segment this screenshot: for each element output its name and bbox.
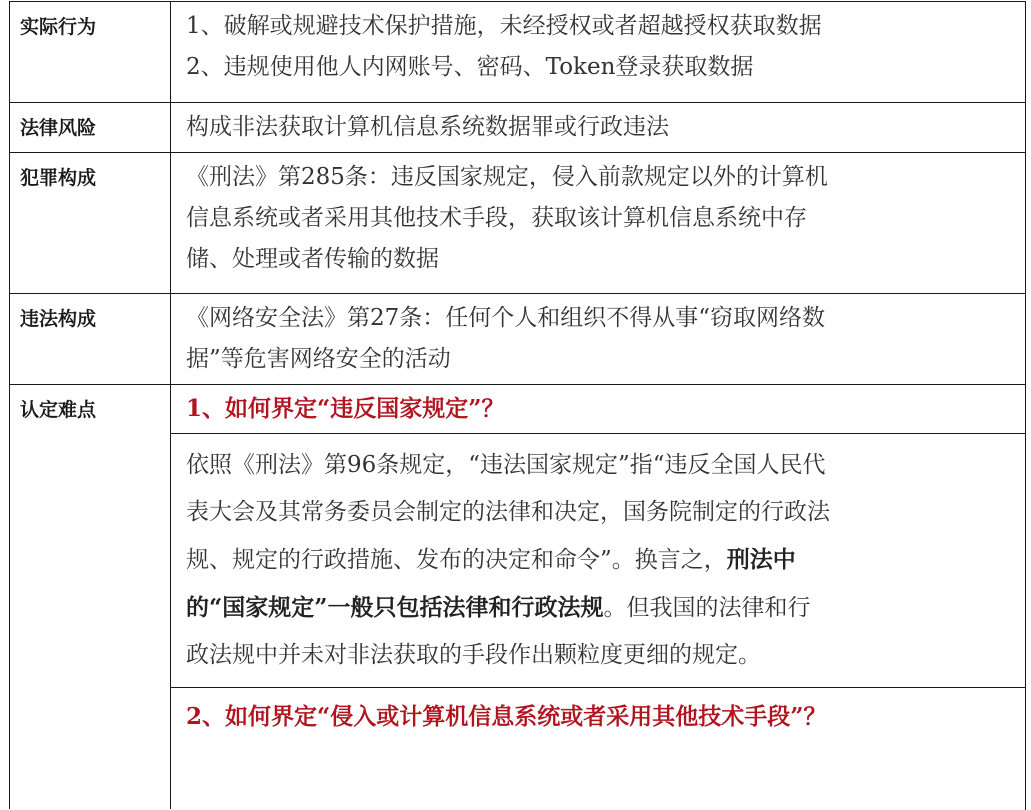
content-line: 《刑法》第285条：违反国家规定，侵入前款规定以外的计算机	[186, 164, 828, 190]
row-content	[171, 294, 1026, 385]
content-line: 储、处理或者传输的数据	[186, 246, 439, 272]
content-line: 构成非法获取计算机信息系统数据罪或行政违法	[186, 114, 669, 140]
question-cell	[171, 687, 1026, 810]
row-label: 违法构成	[9, 294, 171, 385]
question-content	[171, 384, 1026, 434]
answer-cell	[171, 433, 1026, 687]
question-content	[171, 688, 1026, 810]
question-heading: 1、如何界定“违反国家规定”？	[186, 394, 505, 422]
content-line: 信息系统或者采用其他技术手段，获取该计算机信息系统中存	[186, 205, 807, 231]
plain-text: 规、规定的行政措施、发布的决定和命令”。换言之，	[186, 547, 727, 573]
content-line	[186, 536, 1025, 584]
bold-text: 刑法中	[726, 546, 796, 573]
content-line: 政法规中并未对非法获取的手段作出颗粒度更细的规定。	[186, 642, 761, 668]
content-line: 据”等危害网络安全的活动	[186, 346, 451, 372]
table-row-violation-elements	[9, 293, 1026, 385]
question-cell	[171, 384, 1026, 434]
table-row-crime-elements	[9, 152, 1026, 294]
row-content	[171, 153, 1026, 294]
question-heading: 2、如何界定“侵入或计算机信息系统或者采用其他技术手段”？	[186, 703, 827, 730]
bold-text: 的“国家规定”一般只包括法律和行政法规	[186, 594, 604, 621]
answer-content	[171, 434, 1026, 687]
row-label: 法律风险	[9, 103, 171, 153]
content-line: 表大会及其常务委员会制定的法律和决定，国务院制定的行政法	[186, 499, 830, 525]
content-line	[186, 584, 1025, 632]
table-row-identification-difficulty	[9, 384, 1026, 809]
row-label: 实际行为	[9, 2, 171, 103]
table-row-legal-risk	[9, 102, 1026, 153]
content-line: 《网络安全法》第27条：任何个人和组织不得从事“窃取网络数	[186, 305, 826, 331]
legal-risk-table	[9, 1, 1026, 807]
content-line: 依照《刑法》第96条规定，“违法国家规定”指“违反全国人民代	[186, 452, 826, 478]
row-label: 犯罪构成	[9, 153, 171, 294]
row-content	[171, 103, 1026, 153]
row-label: 认定难点	[9, 385, 171, 809]
content-line: 1、破解或规避技术保护措施，未经授权或者超越授权获取数据	[186, 13, 822, 39]
table-row-actual-behavior	[9, 1, 1026, 103]
plain-text: 。但我国的法律和行	[603, 595, 811, 621]
content-line: 2、违规使用他人内网账号、密码、Token登录获取数据	[186, 54, 754, 80]
row-content	[171, 2, 1026, 103]
